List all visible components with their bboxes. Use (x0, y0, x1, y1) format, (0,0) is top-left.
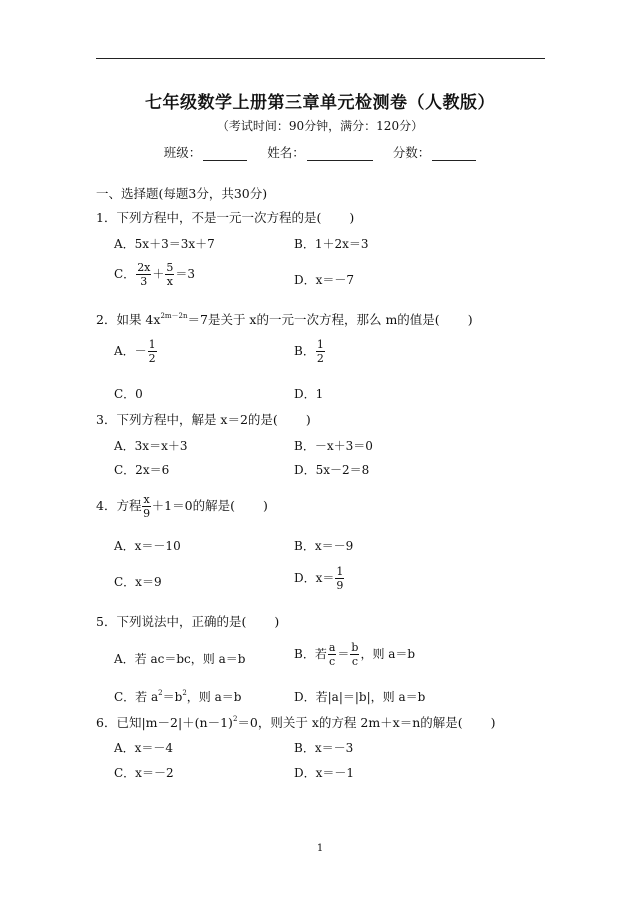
numerator: x (143, 493, 150, 506)
class-field (164, 143, 248, 161)
q2-a-prefix: A．－ (114, 344, 147, 358)
fraction (335, 566, 344, 591)
question-3-stem (96, 410, 311, 428)
question-3-option-b: B．－x＋3＝0 (294, 439, 373, 453)
q1-c-plus: ＋ (152, 267, 165, 281)
q5-b-suffix: ，则 a＝b (360, 647, 416, 661)
question-3-close: ) (305, 412, 311, 427)
numerator: a (328, 641, 336, 654)
numerator: 2x (137, 261, 151, 274)
q2-exponent: 2m－2n (160, 312, 188, 320)
fraction (136, 262, 151, 287)
q6-sup: 2 (232, 715, 238, 723)
question-5-stem (96, 612, 279, 630)
question-6-option-c: C．x＝－2 (114, 766, 174, 780)
name-blank (307, 147, 373, 161)
q5-c-sup1: 2 (158, 689, 163, 697)
q6-stem-pre: 6．已知|m－2|＋(n－1) (96, 715, 233, 730)
numerator: 1 (316, 338, 324, 351)
question-6-option-b: B．x＝－3 (294, 741, 354, 755)
question-6-option-a: A．x＝－4 (114, 741, 174, 755)
question-1-option-d: D．x＝－7 (294, 273, 355, 287)
denominator: x (166, 275, 174, 288)
fraction (142, 494, 150, 519)
question-5-option-b (294, 642, 415, 667)
question-2-option-d: D．1 (294, 387, 324, 401)
numerator: 1 (148, 338, 156, 351)
class-blank (203, 147, 247, 161)
q5-c-sup2: 2 (182, 689, 187, 697)
denominator: c (351, 655, 359, 668)
section-heading: 一、选择题(每题3分，共30分) (96, 186, 268, 201)
q5-b-prefix: B．若 (294, 647, 327, 661)
denominator: c (329, 655, 336, 668)
q1-c-suffix: ＝3 (175, 267, 196, 281)
score-field (393, 143, 477, 161)
denominator: 2 (148, 352, 156, 365)
question-3-text: 3．下列方程中，解是 x＝2的是( (96, 412, 278, 427)
denominator: 3 (140, 275, 148, 288)
fraction (350, 642, 359, 667)
question-3-option-a: A．3x＝x＋3 (114, 439, 188, 453)
question-2-option-b (294, 339, 326, 364)
q5-c-post: ，则 a＝b (186, 690, 242, 704)
q4-stem-post: ＋1＝0的解是( (151, 498, 235, 513)
question-2-stem (96, 310, 473, 328)
q6-stem-post: ＝0，则关于 x的方程 2m＋x＝n的解是( (237, 715, 463, 730)
q4-stem-pre: 4．方程 (96, 498, 142, 513)
question-1-option-a: A．5x＋3＝3x＋7 (114, 237, 215, 251)
q1-c-prefix: C． (114, 267, 136, 281)
numerator: 1 (336, 565, 344, 578)
name-field (267, 143, 373, 161)
question-4-stem (96, 494, 268, 519)
question-4-option-b: B．x＝－9 (294, 539, 354, 553)
question-1-option-b: B．1＋2x＝3 (294, 237, 369, 251)
question-1-close: ) (349, 210, 355, 225)
denominator: 9 (336, 579, 344, 592)
numerator: b (351, 641, 359, 654)
question-5-close: ) (274, 614, 280, 629)
fraction (148, 339, 157, 364)
student-info-row (0, 143, 640, 161)
question-5-option-d: D．若|a|＝|b|，则 a＝b (294, 690, 426, 704)
q5-b-eq: ＝ (337, 647, 350, 661)
question-1-stem (96, 208, 354, 226)
question-5-option-c (114, 688, 241, 705)
question-2-option-c: C．0 (114, 387, 143, 401)
question-5-option-a: A．若 ac＝bc，则 a＝b (114, 652, 246, 666)
fraction (165, 262, 174, 287)
question-4-option-a: A．x＝－10 (114, 539, 181, 553)
page-number: 1 (316, 843, 324, 854)
page-title: 七年级数学上册第三章单元检测卷（人教版） (145, 93, 495, 113)
question-3-option-c: C．2x＝6 (114, 463, 170, 477)
fraction (328, 642, 337, 667)
question-5-text: 5．下列说法中，正确的是( (96, 614, 247, 629)
q2-stem-post: ＝7是关于 x的一元一次方程，那么 m的值是( (187, 312, 440, 327)
question-2-close: ) (467, 312, 473, 327)
score-blank (432, 147, 476, 161)
numerator: 5 (166, 261, 174, 274)
exam-subtitle: （考试时间：90分钟，满分：120分） (216, 119, 424, 133)
class-label: 班级： (163, 145, 202, 160)
denominator: 9 (143, 507, 151, 520)
question-4-option-d (294, 566, 345, 591)
question-6-option-d: D．x＝－1 (294, 766, 355, 780)
q5-c-pre: C．若 a (114, 690, 159, 704)
fraction (316, 339, 325, 364)
question-2-option-a (114, 339, 158, 364)
question-3-option-d: D．5x－2＝8 (294, 463, 370, 477)
question-6-close: ) (490, 715, 496, 730)
denominator: 2 (316, 352, 324, 365)
q4-d-prefix: D．x＝ (294, 571, 335, 585)
question-4-close: ) (262, 498, 268, 513)
question-1-option-c (114, 262, 195, 287)
q2-b-prefix: B． (294, 344, 315, 358)
name-label: 姓名： (267, 145, 305, 160)
score-label: 分数： (392, 145, 431, 160)
question-4-option-c: C．x＝9 (114, 575, 162, 589)
question-6-stem (96, 713, 496, 731)
q2-stem-pre: 2．如果 4x (96, 312, 161, 327)
q5-c-mid: ＝b (162, 690, 183, 704)
question-1-text: 1．下列方程中，不是一元一次方程的是( (96, 210, 322, 225)
header-rule (96, 58, 545, 59)
